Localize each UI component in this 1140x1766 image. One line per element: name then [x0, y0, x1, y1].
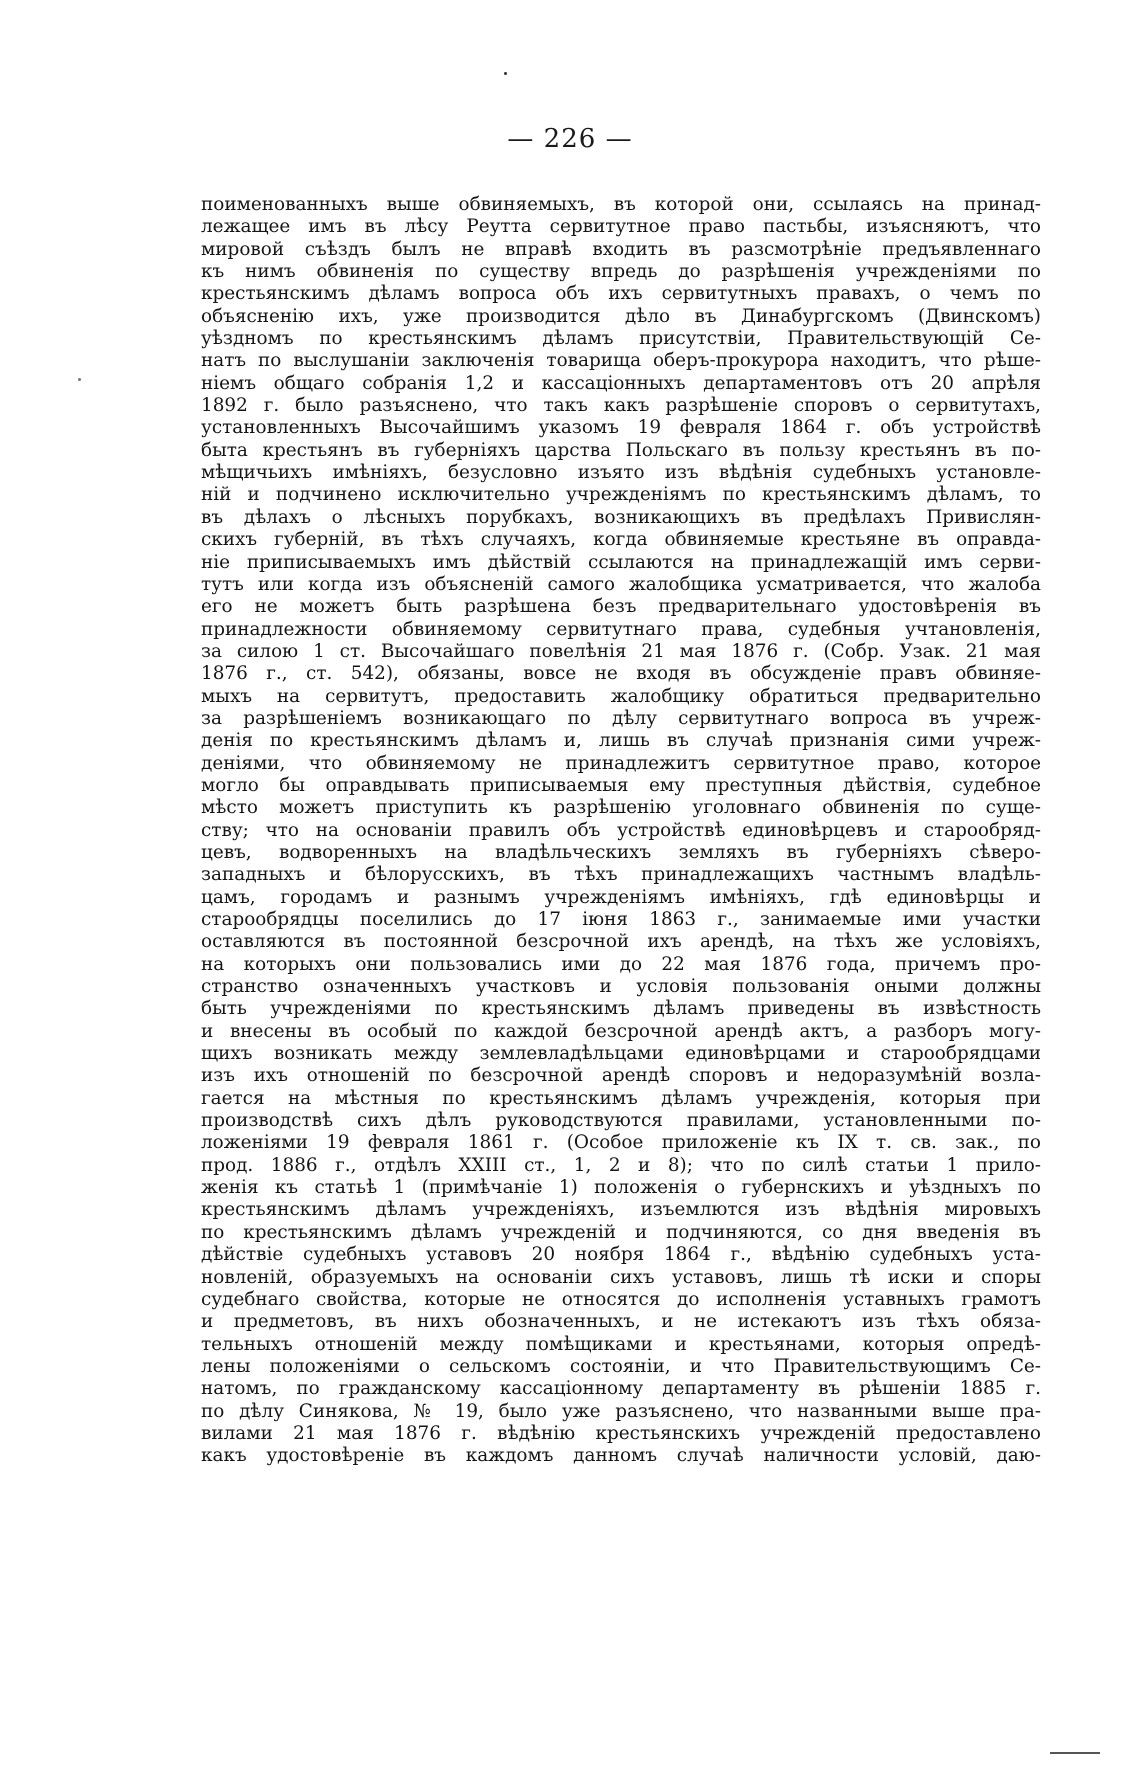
- text-line: женія къ статьѣ 1 (примѣчаніе 1) положенія о губернскихъ и уѣздныхъ по: [201, 1177, 1041, 1199]
- text-line: странство означенныхъ участковъ и условія пользованія оными должны: [201, 976, 1041, 998]
- text-line: старообрядцы поселились до 17 іюня 1863 г., занимаемые ими участки: [201, 909, 1041, 930]
- text-line: ложеніями 19 февраля 1861 г. (Особое приложеніе къ IX т. св. зак., по: [201, 1132, 1041, 1154]
- text-line: крестьянскимъ дѣламъ вопроса объ ихъ сервитутныхъ правахъ, о чемъ по: [201, 283, 1041, 305]
- text-line: натъ по выслушаніи заключенія товарища оберъ-прокурора находитъ, что рѣше-: [201, 350, 1041, 372]
- text-line: быть учрежденіями по крестьянскимъ дѣламъ приведены въ извѣстность: [201, 998, 1041, 1020]
- text-line: къ нимъ обвиненія по существу впредь до разрѣшенія учрежденіями по: [201, 261, 1041, 283]
- scan-speck: [504, 72, 507, 75]
- text-line: быта крестьянъ въ губерніяхъ царства Польскаго въ пользу крестьянъ въ по-: [201, 439, 1041, 461]
- text-line: лены положеніями о сельскомъ состояніи, и что Правительствующимъ Се-: [201, 1355, 1041, 1377]
- text-line: западныхъ и бѣлорусскихъ, въ тѣхъ принадлежащихъ частнымъ владѣль-: [201, 864, 1041, 886]
- text-line: и внесены въ особый по каждой безсрочной арендѣ актъ, а разборъ могу-: [201, 1020, 1041, 1042]
- text-line: поименованныхъ выше обвиняемыхъ, въ которой они, ссылаясь на принад-: [201, 194, 1041, 215]
- text-line: прод. 1886 г., отдѣлъ XXIII ст., 1, 2 и 8); что по силѣ статьи 1 прило-: [201, 1154, 1041, 1176]
- text-line: и предметовъ, въ нихъ обозначенныхъ, и не истекаютъ изъ тѣхъ обяза-: [201, 1311, 1041, 1333]
- scan-edge-mark: [1050, 1752, 1100, 1754]
- text-line: денія по крестьянскимъ дѣламъ и, лишь въ случаѣ признанія сими учреж-: [201, 730, 1041, 752]
- text-line: цамъ, городамъ и разнымъ учрежденіямъ имѣніяхъ, гдѣ единовѣрцы и: [201, 886, 1041, 908]
- text-line: тутъ или когда изъ объясненій самого жалобщика усматривается, что жалоба: [201, 573, 1041, 595]
- body-text: [201, 194, 1041, 1468]
- text-line: вилами 21 мая 1876 г. вѣдѣнію крестьянскихъ учрежденій предоставлено: [201, 1422, 1041, 1444]
- text-line: установленныхъ Высочайшимъ указомъ 19 февраля 1864 г. объ устройствѣ: [201, 417, 1041, 439]
- page-number: — 226 —: [507, 124, 633, 154]
- text-line: объясненію ихъ, уже производится дѣло въ Динабургскомъ (Двинскомъ): [201, 305, 1041, 327]
- text-line: изъ ихъ отношеній по безсрочной арендѣ споровъ и недоразумѣній возла-: [201, 1065, 1041, 1087]
- text-line: мировой съѣздъ былъ не вправѣ входить въ разсмотрѣніе предъявленнаго: [201, 238, 1041, 260]
- text-line: скихъ губерній, въ тѣхъ случаяхъ, когда обвиняемые крестьяне въ оправда-: [201, 529, 1041, 551]
- text-line: дѣйствіе судебныхъ уставовъ 20 ноября 1864 г., вѣдѣнію судебныхъ уста-: [201, 1244, 1041, 1266]
- text-line: ній и подчинено исключительно учрежденіямъ по крестьянскимъ дѣламъ, то: [201, 484, 1041, 506]
- text-line: гается на мѣстныя по крестьянскимъ дѣламъ учрежденія, которыя при: [201, 1087, 1041, 1109]
- text-line: мѣсто можетъ приступить къ разрѣшенію уголовнаго обвиненія по суще-: [201, 797, 1041, 819]
- text-line: оставляются въ постоянной безсрочной ихъ арендѣ, на тѣхъ же условіяхъ,: [201, 931, 1041, 953]
- text-line: тельныхъ отношеній между помѣщиками и крестьянами, которыя опредѣ-: [201, 1333, 1041, 1355]
- text-line: могло бы оправдывать приписываемыя ему преступныя дѣйствія, судебное: [201, 774, 1041, 796]
- text-line: за силою 1 ст. Высочайшаго повелѣнія 21 мая 1876 г. (Собр. Узак. 21 мая: [201, 640, 1041, 662]
- text-line: лежащее имъ въ лѣсу Реутта сервитутное право пастьбы, изъясняютъ, что: [201, 216, 1041, 238]
- scan-speck: [78, 378, 81, 381]
- text-line: въ дѣлахъ о лѣсныхъ порубкахъ, возникающихъ въ предѣлахъ Привислян-: [201, 506, 1041, 528]
- text-line: принадлежности обвиняемому сервитутнаго права, судебныя учтановленія,: [201, 618, 1041, 640]
- text-line: натомъ, по гражданскому кассаціонному департаменту въ рѣшеніи 1885 г.: [201, 1378, 1041, 1400]
- text-line: какъ удостовѣреніе въ каждомъ данномъ случаѣ наличности условій, даю-: [201, 1445, 1041, 1467]
- text-line: мыхъ на сервитутъ, предоставить жалобщику обратиться предварительно: [201, 685, 1041, 707]
- text-line: цевъ, водворенныхъ на владѣльческихъ земляхъ въ губерніяхъ сѣверо-: [201, 841, 1041, 863]
- text-line: 1892 г. было разъяснено, что такъ какъ разрѣшеніе споровъ о сервитутахъ,: [201, 395, 1041, 417]
- text-line: уѣздномъ по крестьянскимъ дѣламъ присутствіи, Правительствующій Се-: [201, 328, 1041, 350]
- text-line: за разрѣшеніемъ возникающаго по дѣлу сервитутнаго вопроса въ учреж-: [201, 707, 1041, 729]
- text-line: деніями, что обвиняемому не принадлежитъ сервитутное право, которое: [201, 752, 1041, 774]
- text-line: мѣщичьихъ имѣніяхъ, безусловно изъято изъ вѣдѣнія судебныхъ установле-: [201, 462, 1041, 484]
- text-line: новленій, образуемыхъ на основаніи сихъ уставовъ, лишь тѣ иски и споры: [201, 1266, 1041, 1288]
- text-line: его не можетъ быть разрѣшена безъ предварительнаго удостовѣренія въ: [201, 596, 1041, 618]
- text-line: 1876 г., ст. 542), обязаны, вовсе не входя въ обсужденіе правъ обвиняе-: [201, 663, 1041, 685]
- text-line: ніемъ общаго собранія 1,2 и кассаціонныхъ департаментовъ отъ 20 апрѣля: [201, 372, 1041, 394]
- text-line: ству; что на основаніи правилъ объ устройствѣ единовѣрцевъ и старообряд-: [201, 819, 1041, 841]
- text-line: по дѣлу Синякова, № 19, было уже разъяснено, что названными выше пра-: [201, 1400, 1041, 1422]
- text-line: на которыхъ они пользовались ими до 22 мая 1876 года, причемъ про-: [201, 953, 1041, 975]
- text-line: производствѣ сихъ дѣлъ руководствуются правилами, установленными по-: [201, 1110, 1041, 1132]
- text-line: щихъ возникать между землевладѣльцами единовѣрцами и старообрядцами: [201, 1043, 1041, 1065]
- text-line: судебнаго свойства, которые не относятся до исполненія уставныхъ грамотъ: [201, 1288, 1041, 1310]
- text-line: крестьянскимъ дѣламъ учрежденіяхъ, изъемлются изъ вѣдѣнія мировыхъ: [201, 1199, 1041, 1221]
- text-line: по крестьянскимъ дѣламъ учрежденій и подчиняются, со дня введенія въ: [201, 1221, 1041, 1243]
- text-line: ніе приписываемыхъ имъ дѣйствій ссылаются на принадлежащій имъ серви-: [201, 551, 1041, 573]
